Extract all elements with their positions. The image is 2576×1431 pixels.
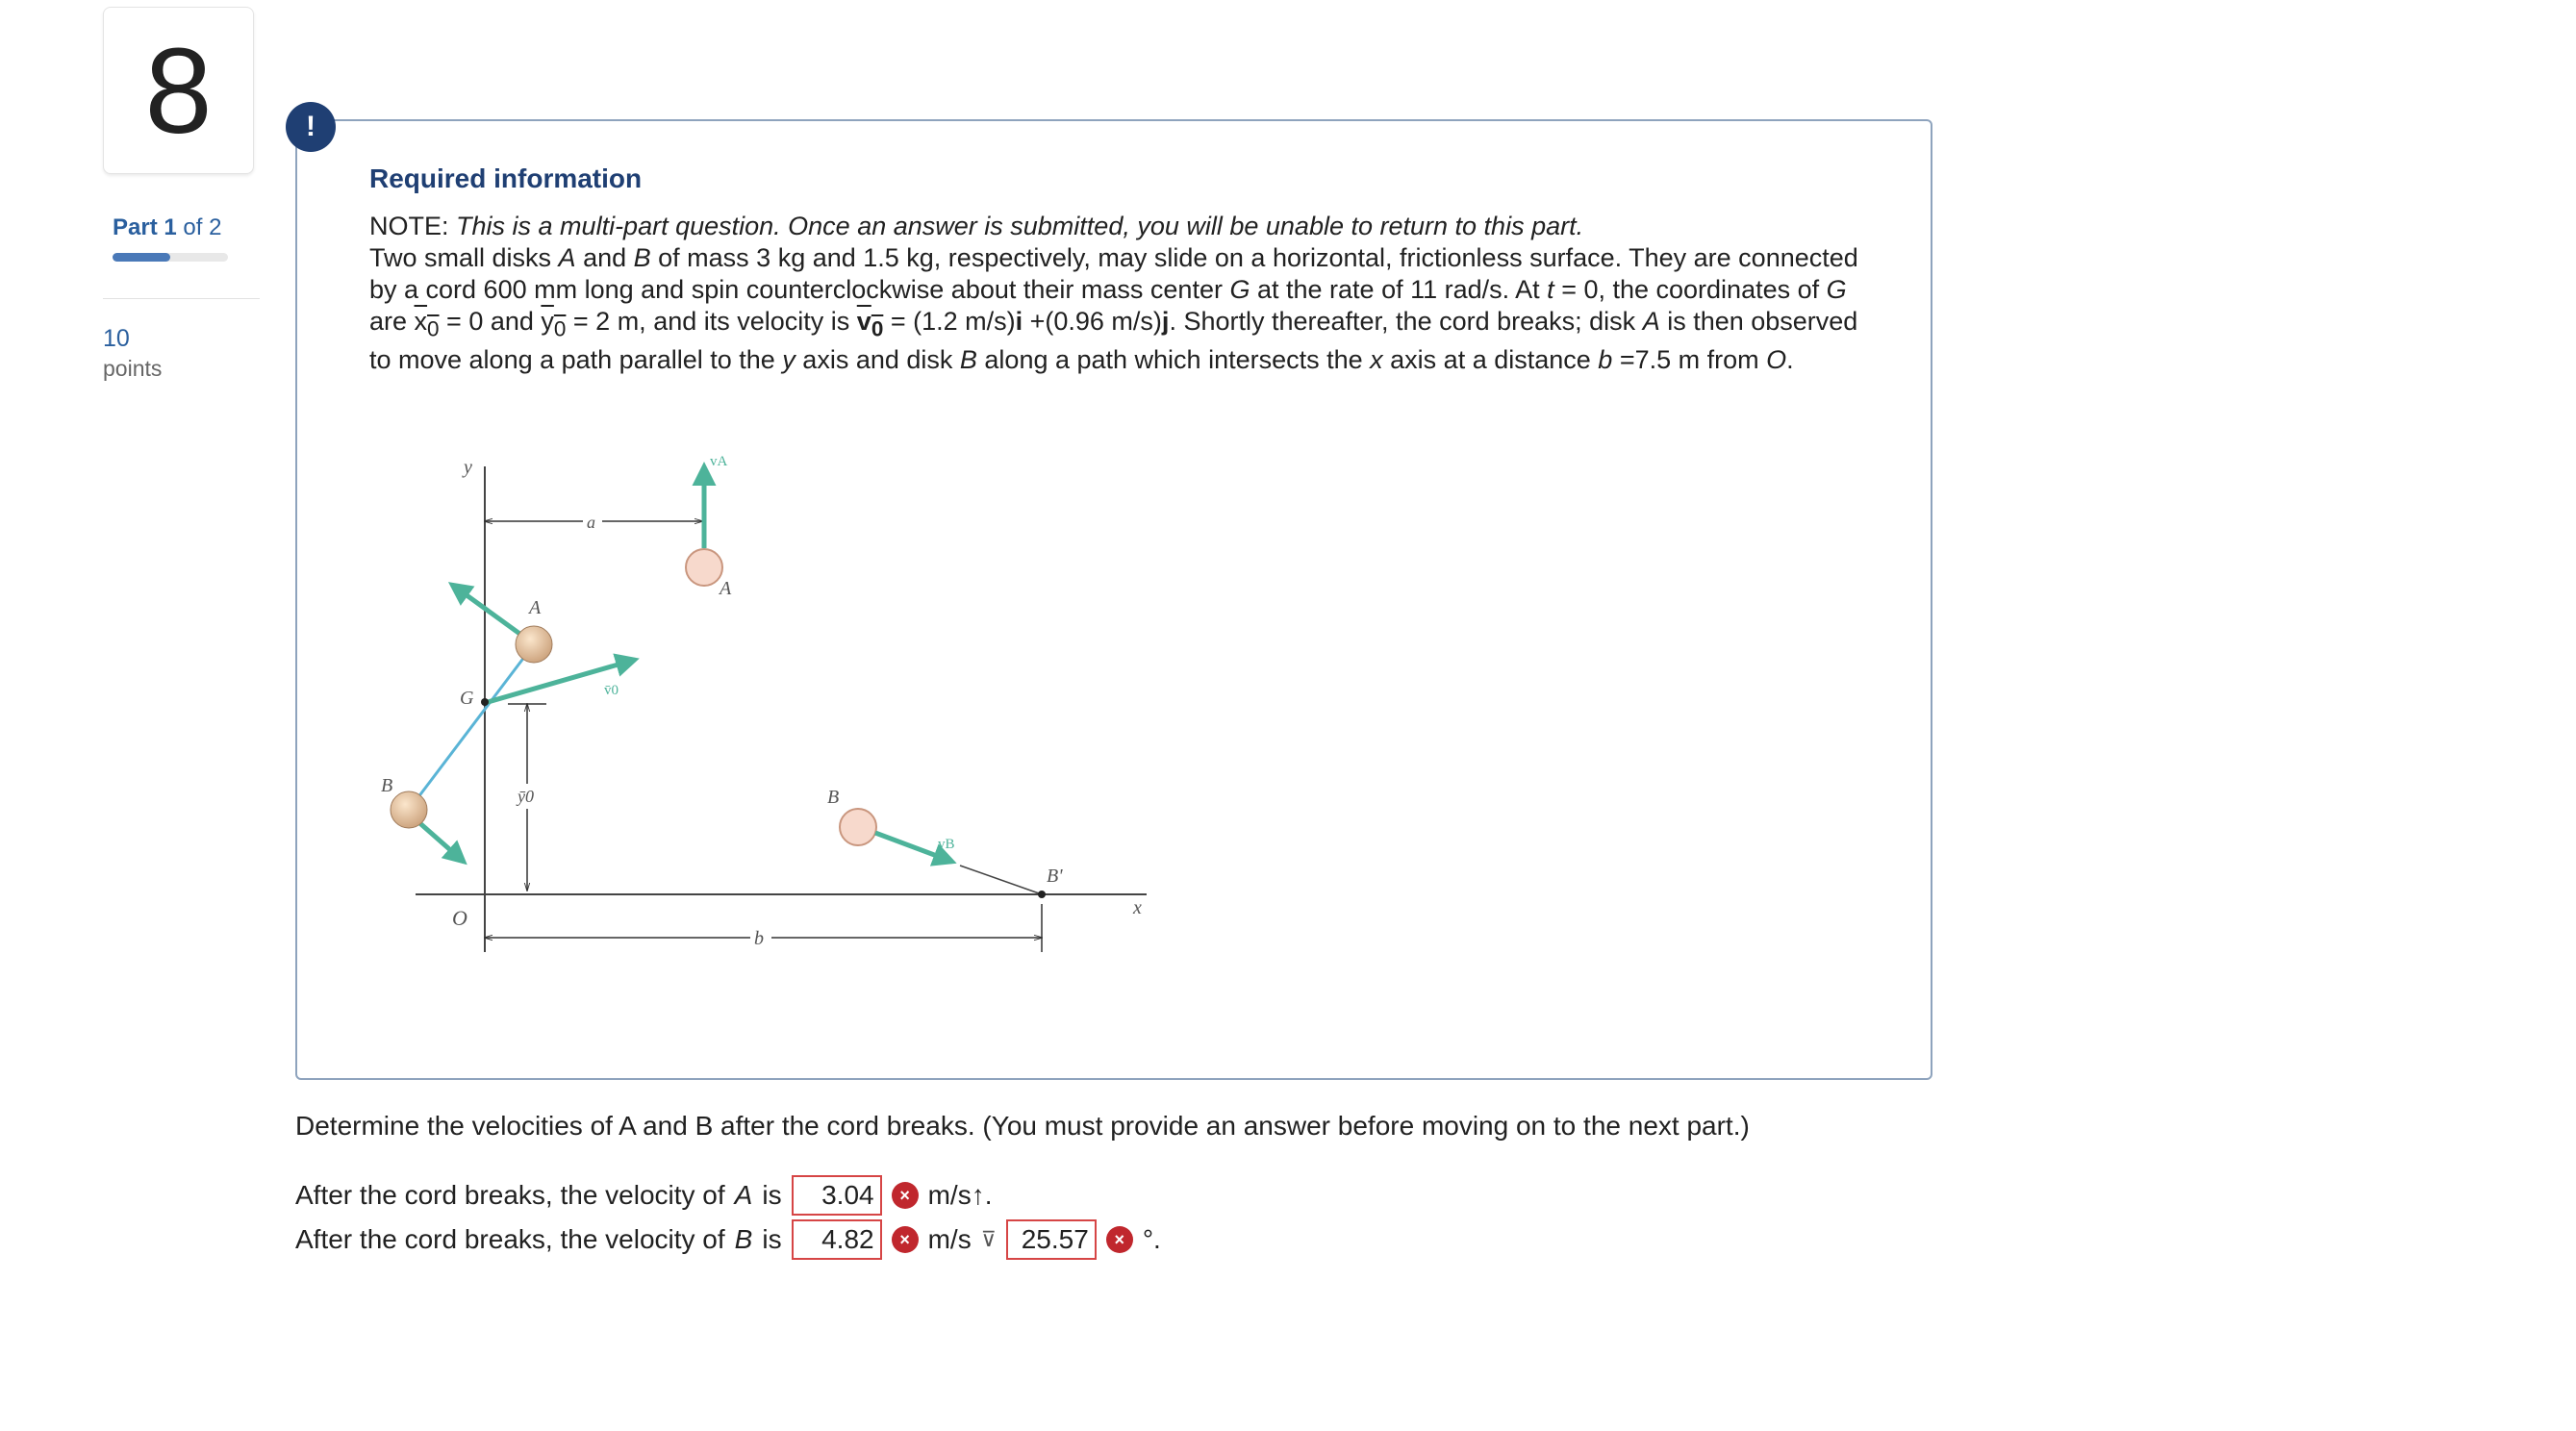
error-icon: × [892,1226,919,1253]
disk-A-released [686,549,722,586]
answer-A-is: is [762,1180,782,1210]
points-value: 10 [103,325,130,352]
point-G [481,698,489,706]
label-x: x [1133,897,1142,918]
disk-A [516,626,552,663]
label-B: B [381,775,393,796]
answer-B-unit: m/s [927,1224,972,1254]
label-y: y [464,457,472,478]
vA-spin-arrow [452,585,529,640]
part-current: 1 [164,214,177,240]
question-number: 8 [103,7,254,174]
B-path [960,866,1042,894]
problem-text: Two small disks A and B of mass 3 kg and 1.5 kg, respectively, may slide on a horizontal, frictionless surface. They are connected by a cord 600 mm long and spin counterclockwise about their mass center G at the rate of 11 rad/s. At t = 0, the coordinates of G are $x_0 = 0$ and $y_0 = 2$ m, and its velocity is $v_0 = (1.2$ m/s)i +(0.96 m/s)j. Shortly thereafter, the cord breaks; disk A is then observed to move along a path parallel to the y axis and disk B along a path which intersects the x axis at a distance b =7.5 m from O. [369,243,1858,375]
angle-B-input[interactable]: 25.57 [1006,1219,1097,1260]
angle-direction-icon: ⊽ [980,1227,997,1251]
vB-spin-arrow [416,819,464,862]
answer-row-A [295,1175,992,1216]
answer-A-prefix: After the cord breaks, the velocity of [295,1180,725,1210]
note-line [369,211,1870,242]
label-a: a [587,513,595,532]
part-progress-fill [113,253,170,262]
part-progress-bar [113,253,228,262]
answer-B-var: B [734,1224,753,1254]
note-text: This is a multi-part question. Once an answer is submitted, you will be unable to return to this part. [456,212,1584,240]
label-B-released: B [827,787,840,808]
label-vB: vB [938,837,955,852]
alert-icon: ! [286,102,336,152]
sidebar-divider [103,298,260,299]
answer-A-var: A [734,1180,753,1210]
label-b: b [754,928,764,949]
point-B-prime [1038,891,1046,898]
part-indicator[interactable] [113,214,221,241]
velocity-B-input[interactable]: 4.82 [792,1219,882,1260]
answer-B-is: is [762,1224,782,1254]
answer-A-unit: m/s↑. [927,1180,993,1210]
label-v0: v̄0 [604,683,619,698]
disk-B-released [840,809,876,845]
label-A-released: A [720,578,732,599]
question-text: Determine the velocities of A and B after the cord breaks. (You must provide an answer before moving on to the next part.) [295,1111,1750,1141]
error-icon: × [892,1182,919,1209]
label-y0: ȳ0 [518,787,534,806]
error-icon: × [1106,1226,1133,1253]
label-G: G [460,688,474,709]
velocity-A-input[interactable]: 3.04 [792,1175,882,1216]
required-info-title: Required information [369,163,643,193]
note-label: NOTE: [369,212,449,240]
part-word: Part [113,214,158,240]
label-vA: vA [710,454,728,469]
part-total: of 2 [183,214,222,240]
degree-symbol: °. [1142,1224,1161,1254]
mechanics-figure [356,442,1164,981]
answer-B-prefix: After the cord breaks, the velocity of [295,1224,725,1254]
label-B-prime: B' [1047,866,1063,887]
label-A: A [529,597,542,618]
label-origin: O [452,906,467,930]
problem-statement [369,211,1870,376]
disk-B [391,791,427,828]
answer-row-B [295,1219,1161,1260]
points-label: points [103,356,163,381]
cord [409,644,534,810]
